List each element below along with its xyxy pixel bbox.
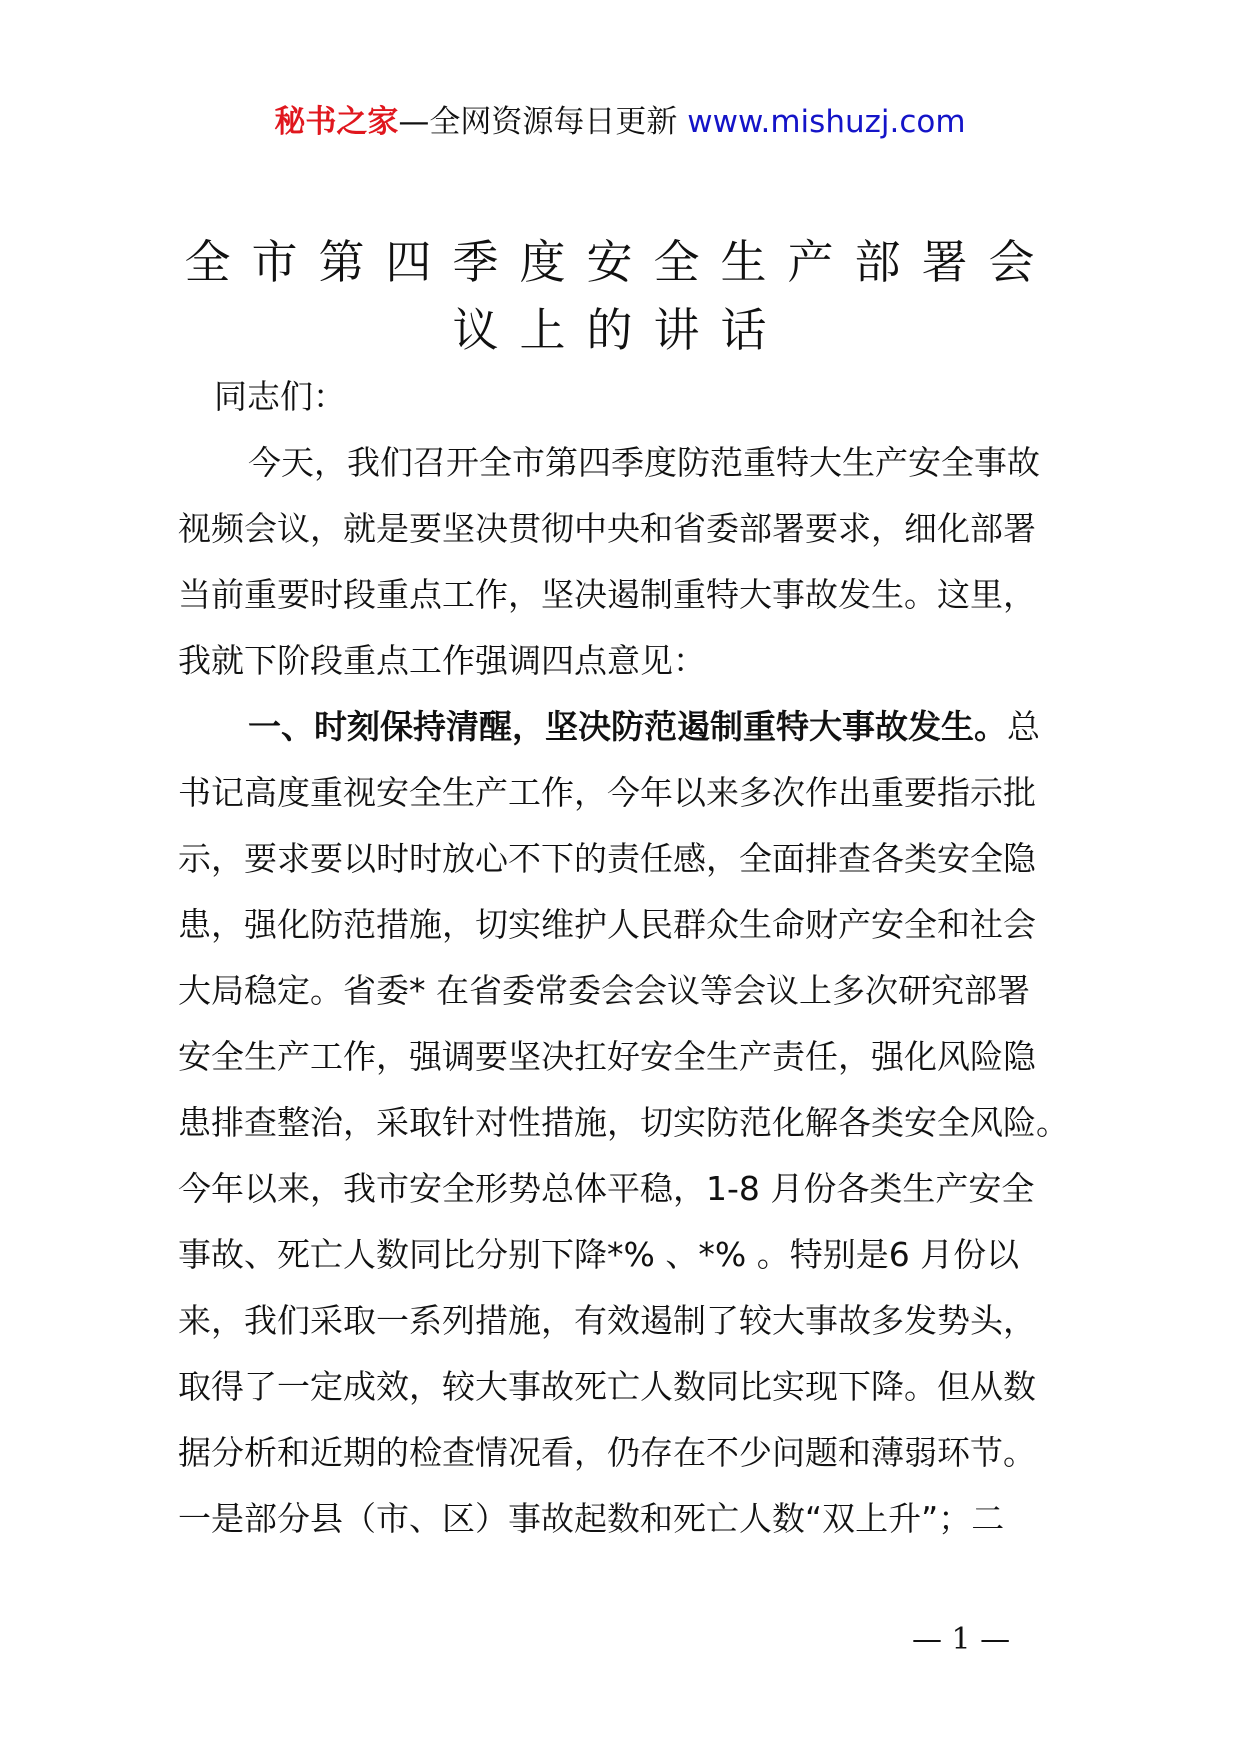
paragraph-line: 据分析和近期的检查情况看，仍存在不少问题和薄弱环节。	[178, 1433, 1036, 1472]
site-brand: 秘书之家	[274, 104, 399, 140]
paragraph-line: 事故、死亡人数同比分别下降*% 、*% 。特别是6 月份以	[178, 1235, 1020, 1274]
paragraph-line: 大局稳定。省委* 在省委常委会会议等会议上多次研究部署	[178, 971, 1030, 1010]
document-body	[178, 364, 1098, 1552]
site-banner	[0, 100, 1240, 144]
paragraph-line: 患，强化防范措施，切实维护人民群众生命财产安全和社会	[178, 905, 1036, 944]
section-1-heading: 一、时刻保持清醒，坚决防范遏制重特大事故发生。	[248, 707, 1007, 746]
section-1-heading-line	[178, 694, 1098, 760]
paragraph-line: 今天，我们召开全市第四季度防范重特大生产安全事故	[248, 443, 1040, 482]
section-1-heading-tail: 总	[1007, 707, 1040, 746]
title-line-2: 议上的讲话	[452, 303, 788, 357]
document-title	[170, 228, 1070, 364]
paragraph-line: 今年以来，我市安全形势总体平稳，1-8 月份各类生产安全	[178, 1169, 1035, 1208]
paragraph-line: 来，我们采取一系列措施，有效遏制了较大事故多发势头，	[178, 1301, 1036, 1340]
title-line-1: 全市第四季度安全生产部署会	[184, 235, 1056, 289]
page-number: — 1 —	[912, 1622, 1011, 1657]
salutation: 同志们：	[214, 377, 346, 416]
paragraph-line: 书记高度重视安全生产工作，今年以来多次作出重要指示批	[178, 773, 1036, 812]
paragraph-line: 示，要求要以时时放心不下的责任感，全面排查各类安全隐	[178, 839, 1036, 878]
site-tagline: —全网资源每日更新	[398, 104, 688, 140]
paragraph-line: 安全生产工作，强调要坚决扛好安全生产责任，强化风险隐	[178, 1037, 1036, 1076]
paragraph-line: 取得了一定成效，较大事故死亡人数同比实现下降。但从数	[178, 1367, 1036, 1406]
paragraph-line: 一是部分县（市、区）事故起数和死亡人数“双上升”；二	[178, 1499, 1005, 1538]
paragraph-line: 患排查整治，采取针对性措施，切实防范化解各类安全风险。	[178, 1103, 1069, 1142]
site-url-link[interactable]: www.mishuzj.com	[687, 104, 966, 140]
paragraph-line: 我就下阶段重点工作强调四点意见：	[178, 641, 706, 680]
paragraph-line: 当前重要时段重点工作，坚决遏制重特大事故发生。这里，	[178, 575, 1036, 614]
paragraph-line: 视频会议，就是要坚决贯彻中央和省委部署要求，细化部署	[178, 509, 1036, 548]
